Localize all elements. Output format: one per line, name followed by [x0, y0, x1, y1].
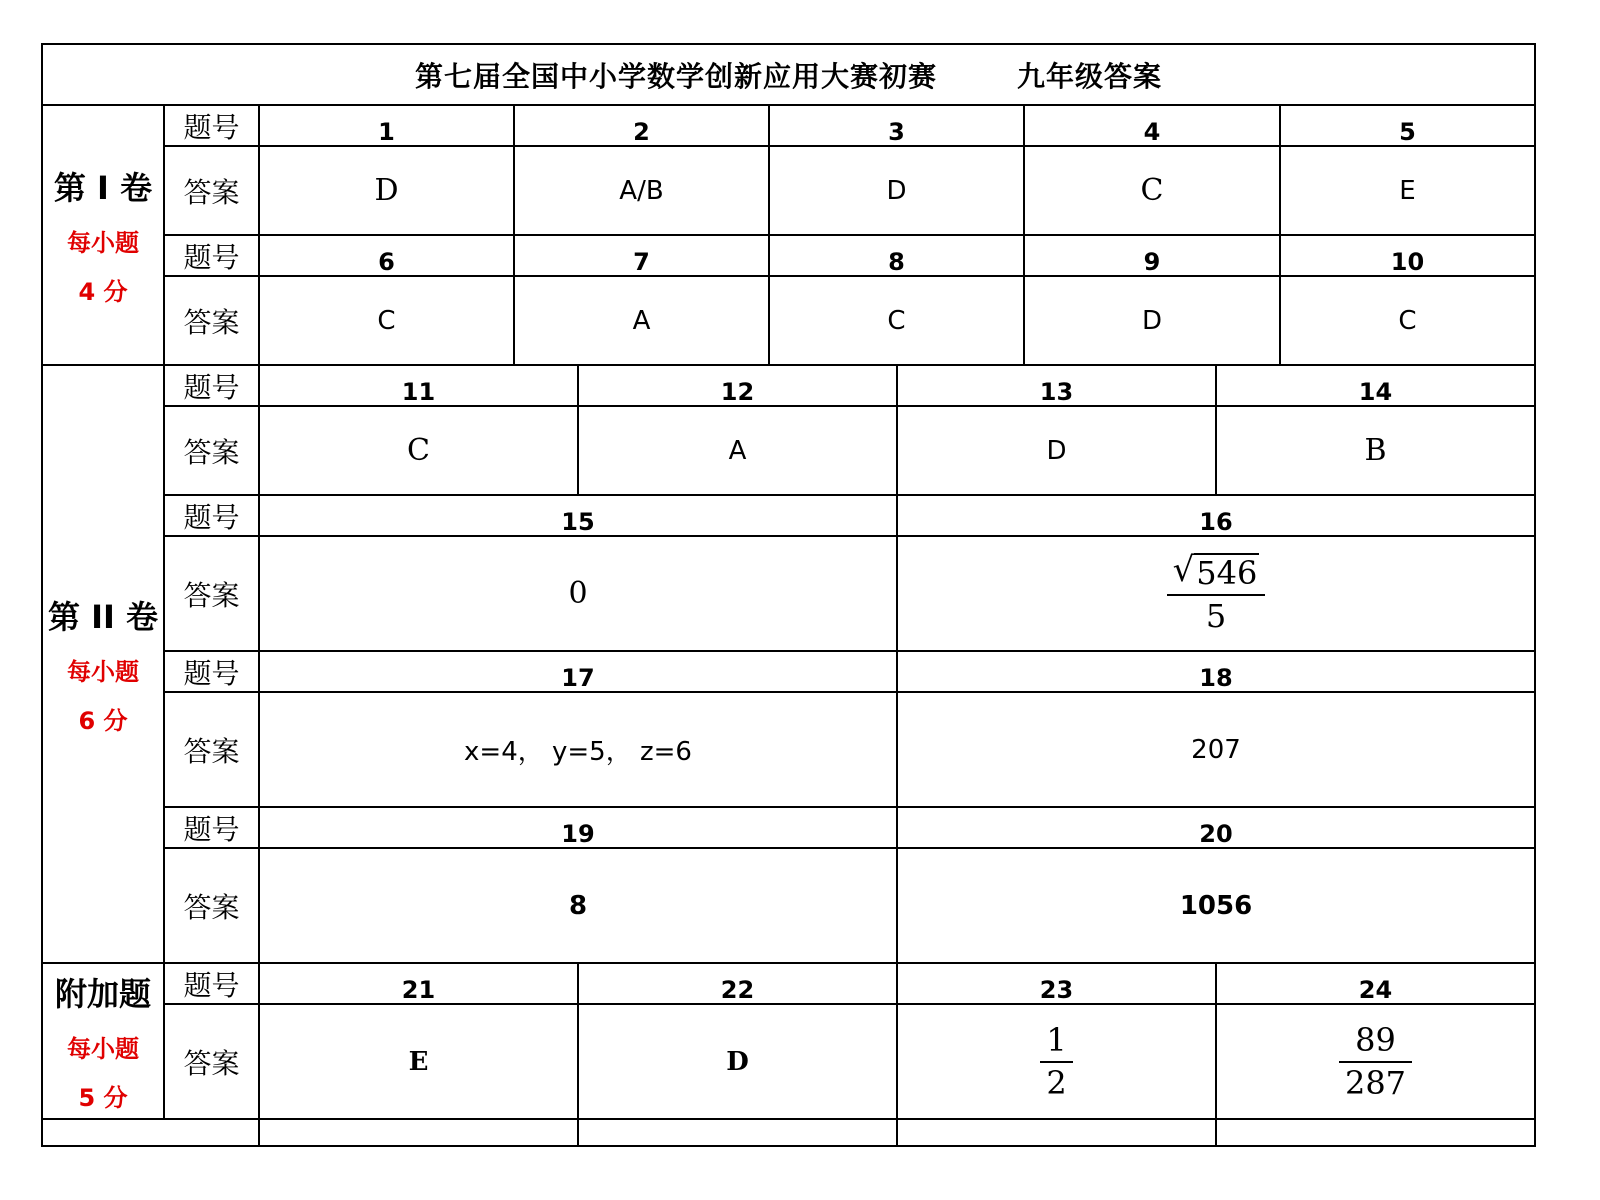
- question-number: 16: [1199, 507, 1233, 536]
- answer-value: 207: [1191, 734, 1241, 765]
- question-number: 2: [633, 117, 650, 146]
- question-number: 19: [561, 819, 595, 848]
- section-2-header: [43, 366, 163, 962]
- label-answer: 答案: [183, 435, 240, 469]
- question-number: 21: [401, 975, 436, 1004]
- section-3-header: [43, 964, 163, 1118]
- fraction: [1167, 549, 1266, 635]
- answer-value: C: [1398, 305, 1417, 336]
- answer-value: A: [632, 305, 651, 336]
- answer-value: D: [1046, 435, 1067, 466]
- answer-value: C: [1140, 173, 1164, 208]
- title-grade: 九年级答案: [1017, 59, 1163, 93]
- question-number: 8: [888, 247, 905, 276]
- page-title: [43, 45, 1534, 104]
- label-answer: 答案: [183, 734, 240, 768]
- question-number: 12: [720, 377, 755, 406]
- radicand: 546: [1196, 553, 1258, 592]
- question-number: 14: [1358, 377, 1393, 406]
- answer-sheet-table: [41, 43, 1536, 1147]
- label-question-no: 题号: [183, 110, 240, 144]
- answer-value: C: [377, 305, 396, 336]
- label-question-no: 题号: [183, 812, 240, 846]
- fraction: [1339, 1022, 1412, 1102]
- answer-fraction-sqrt: [898, 537, 1534, 650]
- rule-bottom: [43, 1118, 1534, 1120]
- label-answer: 答案: [183, 890, 240, 924]
- answer-value: A: [728, 435, 747, 466]
- answer-value: 0: [568, 576, 588, 611]
- label-question-no: 题号: [183, 968, 240, 1002]
- label-answer: 答案: [183, 305, 240, 339]
- fraction-bar: [1167, 594, 1266, 596]
- label-question-no: 题号: [183, 500, 240, 534]
- answer-value: D: [886, 175, 907, 206]
- question-number: 18: [1199, 663, 1233, 692]
- section-1-header: [43, 106, 163, 364]
- fraction: [1040, 1022, 1072, 1102]
- section-points: 4 分: [78, 278, 128, 306]
- section-title: 附加题: [54, 975, 151, 1013]
- section-subtitle: 每小题: [67, 229, 139, 257]
- answer-value: A/B: [619, 175, 664, 206]
- answer-value: 8: [568, 890, 588, 921]
- label-question-no: 题号: [183, 240, 240, 274]
- answer-value: D: [726, 1046, 749, 1077]
- question-number: 20: [1199, 819, 1233, 848]
- denominator: 5: [1205, 596, 1227, 635]
- section-points: 5 分: [78, 1084, 128, 1112]
- numerator: 1: [1046, 1020, 1067, 1059]
- label-question-no: 题号: [183, 656, 240, 690]
- question-number: 24: [1358, 975, 1393, 1004]
- fraction-bar: [1040, 1061, 1072, 1063]
- question-number: 7: [633, 247, 650, 276]
- answer-value: C: [887, 305, 906, 336]
- label-question-no: 题号: [183, 370, 240, 404]
- section-subtitle: 每小题: [67, 658, 139, 686]
- title-main: 第七届全国中小学数学创新应用大赛初赛: [414, 59, 937, 93]
- answer-value: 1056: [1179, 890, 1253, 921]
- answer-value: C: [407, 433, 430, 468]
- question-number: 17: [561, 663, 595, 692]
- radical-sign: √: [1172, 549, 1195, 590]
- question-number: 1: [378, 117, 395, 146]
- question-number: 5: [1399, 117, 1416, 146]
- question-number: 4: [1143, 117, 1161, 146]
- section-subtitle: 每小题: [67, 1035, 139, 1063]
- question-number: 11: [401, 377, 436, 406]
- question-number: 13: [1039, 377, 1074, 406]
- answer-value: D: [1141, 305, 1163, 336]
- answer-value: E: [1399, 175, 1416, 206]
- answer-value: E: [408, 1046, 429, 1077]
- section-title: 第 II 卷: [47, 598, 159, 636]
- question-number: 9: [1143, 247, 1161, 276]
- question-number: 3: [888, 117, 905, 146]
- radical-expression: [1167, 549, 1266, 592]
- denominator: 2: [1046, 1063, 1067, 1102]
- question-number: 6: [378, 247, 395, 276]
- numerator: 89: [1355, 1020, 1396, 1059]
- question-number: 23: [1039, 975, 1074, 1004]
- section-title: 第 I 卷: [53, 169, 153, 207]
- label-answer: 答案: [183, 1046, 240, 1080]
- answer-fraction: [1217, 1005, 1534, 1118]
- question-number: 10: [1390, 247, 1425, 276]
- label-answer: 答案: [183, 578, 240, 612]
- answer-value: D: [374, 173, 399, 208]
- denominator: 287: [1344, 1063, 1407, 1102]
- fraction-bar: [1339, 1061, 1412, 1063]
- answer-value: x=4， y=5， z=6: [464, 737, 692, 767]
- answer-fraction: [898, 1005, 1215, 1118]
- answer-value: B: [1364, 433, 1387, 468]
- question-number: 15: [561, 507, 595, 536]
- question-number: 22: [720, 975, 755, 1004]
- section-points: 6 分: [78, 707, 128, 735]
- label-answer: 答案: [183, 175, 240, 209]
